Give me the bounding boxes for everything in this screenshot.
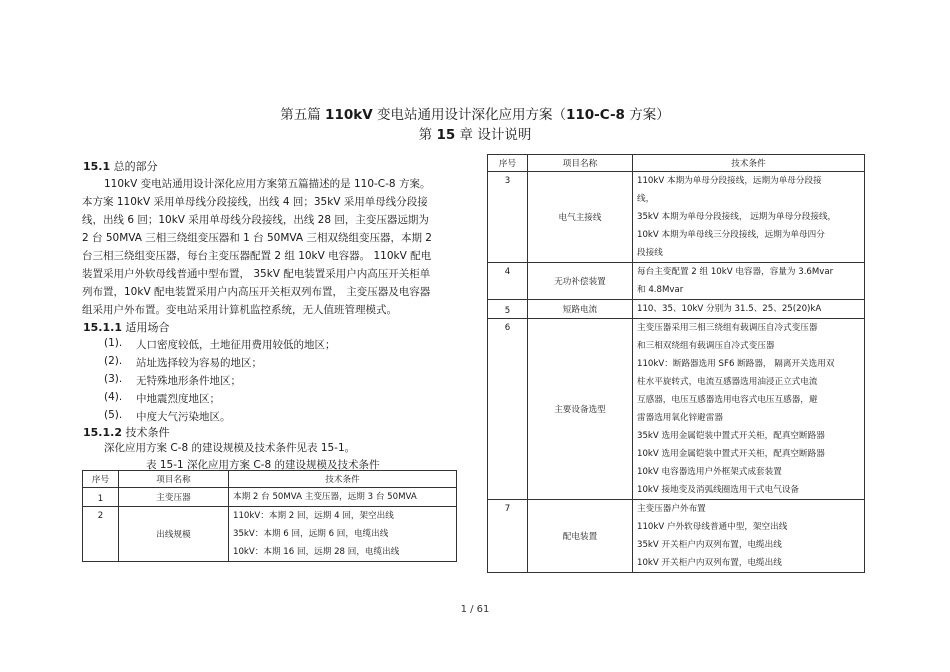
item-name: 电气主接线 [528,172,633,263]
section-heading-15-1-1 [83,319,169,335]
tech-conditions [633,500,865,573]
table-row [488,172,865,263]
section-title: 总的部分 [110,160,158,173]
condition-line: 35kV：本期 6 回，远期 6 回，电缆出线 [233,529,389,539]
condition-line: 雷器选用氧化锌避雷器 [637,413,723,423]
condition-line: 段接线 [637,248,663,258]
paragraph-line: 装置采用户外软母线普通中型布置， 35kV 配电装置采用户内高压开关柜单 [82,268,431,280]
header-cond: 技术条件 [633,155,865,172]
paragraph-line: 110kV 变电站通用设计深化应用方案第五篇描述的是 110-C-8 方案。 [104,178,431,190]
row-number: 7 [488,500,528,573]
condition-line: 10kV 本期为单母线三分段接线，远期为单母四分 [637,230,825,240]
item-name: 主变压器 [119,488,229,507]
condition-line: 线， [637,194,655,204]
header-name: 项目名称 [119,471,229,488]
condition-line: 主变压器户外布置 [637,504,706,514]
page-title [0,103,950,123]
table-header-row [488,155,865,172]
condition-line: 110、35、10kV 分别为 31.5、25、25(20)kA [637,304,822,314]
condition-line: 每台主变配置 2 组 10kV 电容器，容量为 3.6Mvar [637,267,834,277]
table-caption: 表 15-1 深化应用方案 C-8 的建设规模及技术条件 [146,459,380,471]
row-number: 2 [83,507,119,562]
item-name: 短路电流 [528,300,633,319]
tech-conditions [633,172,865,263]
list-item-number: (3). [104,373,123,385]
condition-line: 10kV 开关柜户内双列布置，电缆出线 [637,558,782,568]
title-part: 第五篇 [280,107,321,123]
row-number: 5 [488,300,528,319]
condition-line: 35kV 本期为单母分段接线， 远期为单母分段接线， [637,212,837,222]
title-scheme: 110-C-8 [565,107,625,123]
list-item-number: (5). [104,409,123,421]
condition-line: 35kV 选用金属铠装中置式开关柜，配真空断路器 [637,431,825,441]
list-item-number: (2). [104,355,123,367]
tech-conditions [633,300,865,319]
list-item-number: (1). [104,337,123,349]
row-number: 6 [488,319,528,500]
condition-line: 110kV 本期为单母分段接线，远期为单母分段接 [637,176,822,186]
section-heading-15-1 [83,158,158,174]
condition-line: 和 4.8Mvar [637,285,684,295]
list-item-text: 站址选择较为容易的地区； [136,357,262,369]
section-number: 15.1.1 [83,321,122,334]
title-part: 方案） [624,107,670,123]
table-row [488,500,865,573]
list-item-text: 无特殊地形条件地区； [136,375,241,387]
section-number: 15.1 [83,160,111,173]
list-item-number: (4). [104,391,123,403]
condition-line: 10kV 电容器选用户外框架式成套装置 [637,467,782,477]
condition-line: 本期 2 台 50MVA 主变压器，远期 3 台 50MVA [233,492,417,502]
item-name: 主要设备选型 [528,319,633,500]
row-number: 1 [83,488,119,507]
table-row [488,319,865,500]
table-header-row [83,471,457,488]
chapter-post: 章 设计说明 [455,127,532,143]
row-number: 3 [488,172,528,263]
section-title: 技术条件 [121,426,170,439]
section-heading-15-1-2 [83,424,169,440]
paragraph-line: 2 台 50MVA 三相三绕组变压器和 1 台 50MVA 三相双绕组变压器，本期 2 [82,232,432,244]
list-item-text: 中度大气污染地区。 [136,411,231,423]
paragraph-line: 列布置，10kV 配电装置采用户内高压开关柜双列布置， 主变压器及电容器 [82,286,431,298]
header-no: 序号 [488,155,528,172]
spec-table-left [82,470,457,562]
item-name: 配电装置 [528,500,633,573]
condition-line: 柱水平旋转式，电流互感器选用油浸正立式电流 [637,377,818,387]
condition-line: 110kV：断路器选用 SF6 断路器， 隔离开关选用双 [637,359,835,369]
paragraph-line: 本方案 110kV 采用单母线分段接线，出线 4 回；35kV 采用单母线分段接 [82,196,428,208]
page-number: 1 / 61 [460,604,490,615]
paragraph-line: 台三相三绕组变压器，每台主变压器配置 2 组 10kV 电容器。 110kV 配电 [82,250,432,262]
paragraph-line: 组采用户外布置。变电站采用计算机监控系统，无人值班管理模式。 [82,304,397,316]
table-row [488,300,865,319]
item-name: 无功补偿装置 [528,263,633,300]
section-number: 15.1.2 [83,426,122,439]
condition-line: 110kV 户外软母线普通中型，架空出线 [637,522,788,532]
paragraph-line: 线，出线 6 回；10kV 采用单母线分段接线，出线 28 回，主变压器远期为 [82,214,429,226]
tech-conditions [633,263,865,300]
tech-conditions [229,507,457,562]
tech-conditions [229,488,457,507]
condition-line: 10kV 接地变及消弧线圈选用干式电气设备 [637,485,800,495]
table-row [83,507,457,562]
chapter-number: 15 [436,127,456,143]
chapter-pre: 第 [418,127,437,143]
condition-line: 主变压器采用三相三绕组有载调压自冷式变压器 [637,323,818,333]
title-voltage: 110kV [325,107,373,123]
condition-line: 和三相双绕组有载调压自冷式变压器 [637,341,775,351]
table-row [83,488,457,507]
header-name: 项目名称 [528,155,633,172]
spec-table-right [487,154,865,573]
item-name: 出线规模 [119,507,229,562]
condition-line: 35kV 开关柜户内双列布置，电缆出线 [637,540,782,550]
header-cond: 技术条件 [229,471,457,488]
condition-line: 110kV：本期 2 回，远期 4 回，架空出线 [233,511,394,521]
chapter-title [0,123,950,143]
header-no: 序号 [83,471,119,488]
section-title: 适用场合 [121,321,170,334]
row-number: 4 [488,263,528,300]
list-item-text: 中地震烈度地区； [136,393,220,405]
table-row [488,263,865,300]
title-part: 变电站通用设计深化应用方案（ [372,107,566,123]
condition-line: 10kV 选用金属铠装中置式开关柜，配真空断路器 [637,449,825,459]
condition-line: 互感器，电压互感器选用电容式电压互感器，避 [637,395,818,405]
tech-conditions [633,319,865,500]
tech-conditions-text: 深化应用方案 C-8 的建设规模及技术条件见表 15-1。 [104,442,356,454]
condition-line: 10kV：本期 16 回，远期 28 回，电缆出线 [233,547,400,557]
list-item-text: 人口密度较低，土地征用费用较低的地区； [136,339,336,351]
